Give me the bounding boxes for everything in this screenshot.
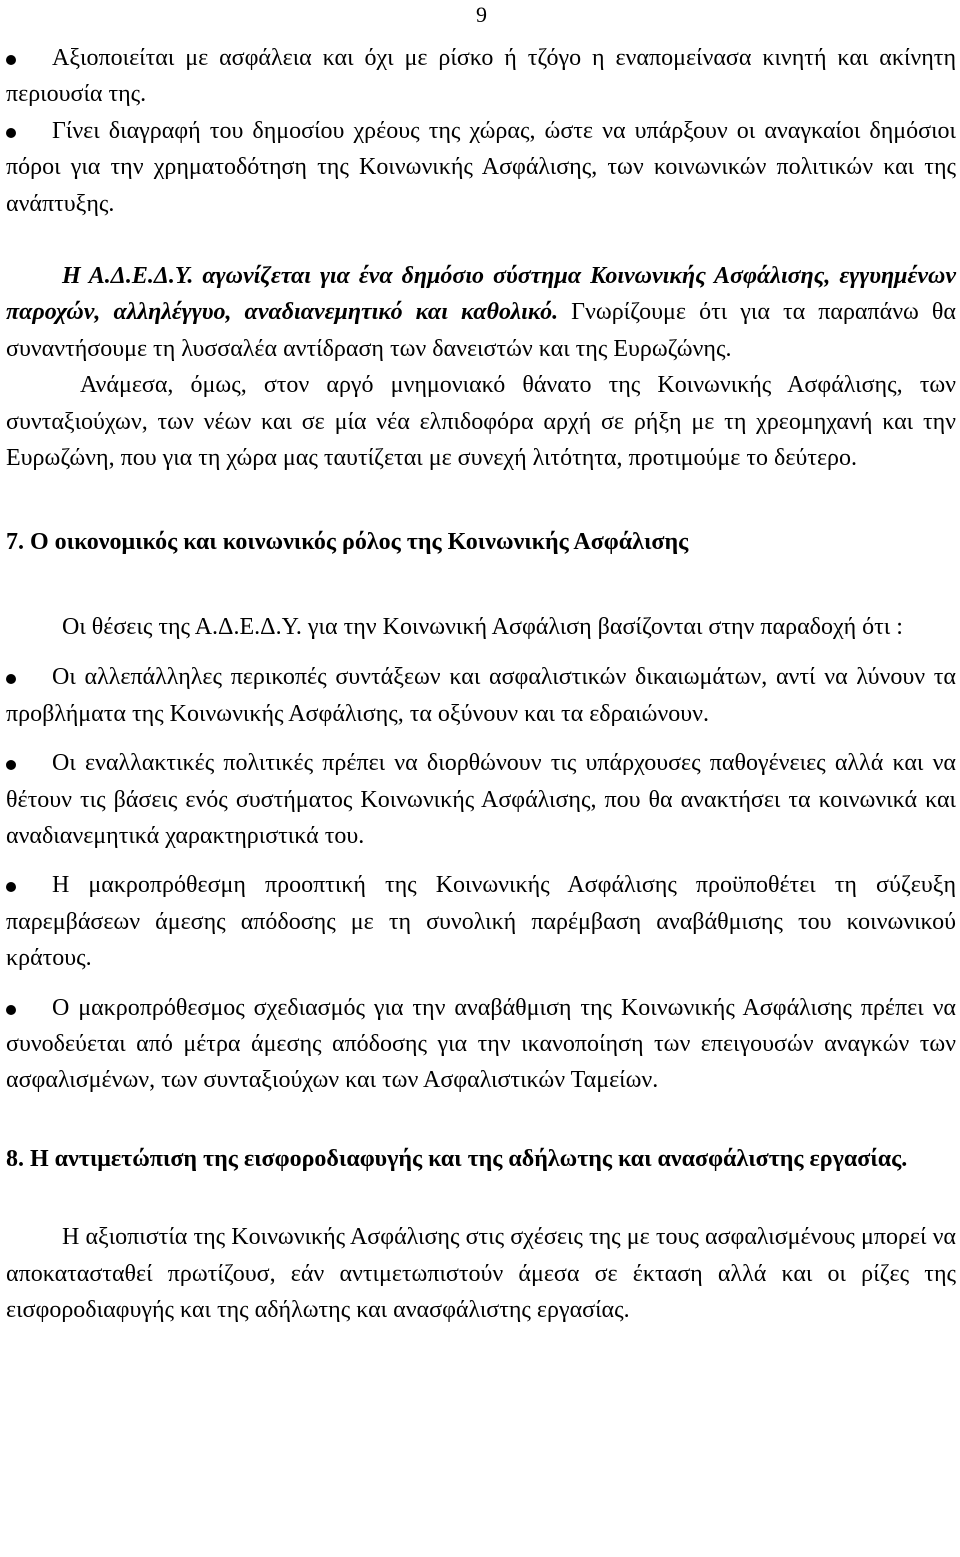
list-item [6,659,956,732]
bullet-icon [6,760,16,770]
section-7-bullet-list [6,659,956,1098]
bullet-icon [6,882,16,892]
list-item [6,990,956,1099]
list-item-text: Γίνει διαγραφή του δημοσίου χρέους της χώρας, ώστε να υπάρξουν οι αναγκαίοι δημόσιοι πόροι για την χρηματοδότηση της Κοινωνικής Ασφάλισης, των κοινωνικών πολιτικών και της ανάπτυξης. [6,117,956,217]
section-8-paragraph: Η αξιοπιστία της Κοινωνικής Ασφάλισης στις σχέσεις της με τους ασφαλισμένους μπορεί να αποκατασταθεί πρωτίζουσ, εάν αντιμετωπιστούν άμεσα σε έκταση αλλά και οι ρίζες της εισφοροδιαφυγής και της αδήλωτης και ανασφάλιστης εργασίας. [6,1224,956,1323]
bullet-icon [6,674,16,684]
list-item [6,40,956,113]
bullet-icon [6,128,16,138]
list-item-text: Ο μακροπρόθεσμος σχεδιασμός για την αναβάθμιση της Κοινωνικής Ασφάλισης πρέπει να συνοδεύεται από μέτρα άμεσης απόδοσης για την ικανοποίηση των επειγουσών αναγκών των ασφαλισμένων, των συνταξιούχων και των Ασφαλιστικών Ταμείων. [6,994,956,1094]
section-8-heading: 8. Η αντιμετώπιση της εισφοροδιαφυγής και της αδήλωτης και ανασφάλιστης εργασίας. [6,1145,908,1172]
list-item-text: Οι αλλεπάλληλες περικοπές συντάξεων και ασφαλιστικών δικαιωμάτων, αντί να λύνουν τα προβλήματα της Κοινωνικής Ασφάλισης, τα οξύνουν και τα εδραιώνουν. [6,664,956,727]
statement-emphasis: Η Α.Δ.Ε.Δ.Υ. αγωνίζεται για ένα δημόσιο σύστημα Κοινωνικής Ασφάλισης, εγγυημένων παροχών, αλληλέγγυο, αναδιανεμητικό και καθολικό. [6,263,956,326]
list-item-text: Οι εναλλακτικές πολιτικές πρέπει να διορθώνουν τις υπάρχουσες παθογένειες αλλά και να θέτουν τις βάσεις ενός συστήματος Κοινωνικής Ασφάλισης, που θα ανακτήσει τα κοινωνικά και αναδιανεμητικά χαρακτηριστικά του. [6,750,956,849]
bullet-icon [6,1005,16,1015]
choice-paragraph: Ανάμεσα, όμως, στον αργό μνημονιακό θάνατο της Κοινωνικής Ασφάλισης, των συνταξιούχων, των νέων και σε μία νέα ελπιδοφόρα αρχή σε ρήξη με τη χρεομηχανή και την Ευρωζώνη, που για τη χώρα μας ταυτίζεται με συνεχή λιτότητα, προτιμούμε το δεύτερο. [6,372,956,472]
section-7-heading: 7. Ο οικονομικός και κοινωνικός ρόλος της Κοινωνικής Ασφάλισης [6,529,689,556]
list-item-text: Αξιοποιείται με ασφάλεια και όχι με ρίσκο ή τζόγο η εναπομείνασα κινητή και ακίνητη περιουσία της. [6,45,956,108]
intro-bullet-list [6,40,956,222]
list-item [6,745,956,854]
document-body [6,40,956,1328]
list-item [6,867,956,976]
page-number: 9 [476,2,487,27]
statement-rest: Γνωρίζουμε ότι για τα παραπάνω θα συναντήσουμε τη λυσσαλέα αντίδραση των δανειστών και της Ευρωζώνης. [6,299,956,362]
section-7-intro: Οι θέσεις της Α.Δ.Ε.Δ.Υ. για την Κοινωνική Ασφάλιση βασίζονται στην παραδοχή ότι : [62,613,903,640]
bullet-icon [6,55,16,65]
adedy-statement [6,258,956,367]
list-item [6,113,956,222]
list-item-text: Η μακροπρόθεσμη προοπτική της Κοινωνικής Ασφάλισης προϋποθέτει τη σύζευξη παρεμβάσεων άμεσης απόδοσης με τη συνολική παρέμβαση αναβάθμισης του κοινωνικού κράτους. [6,872,956,972]
